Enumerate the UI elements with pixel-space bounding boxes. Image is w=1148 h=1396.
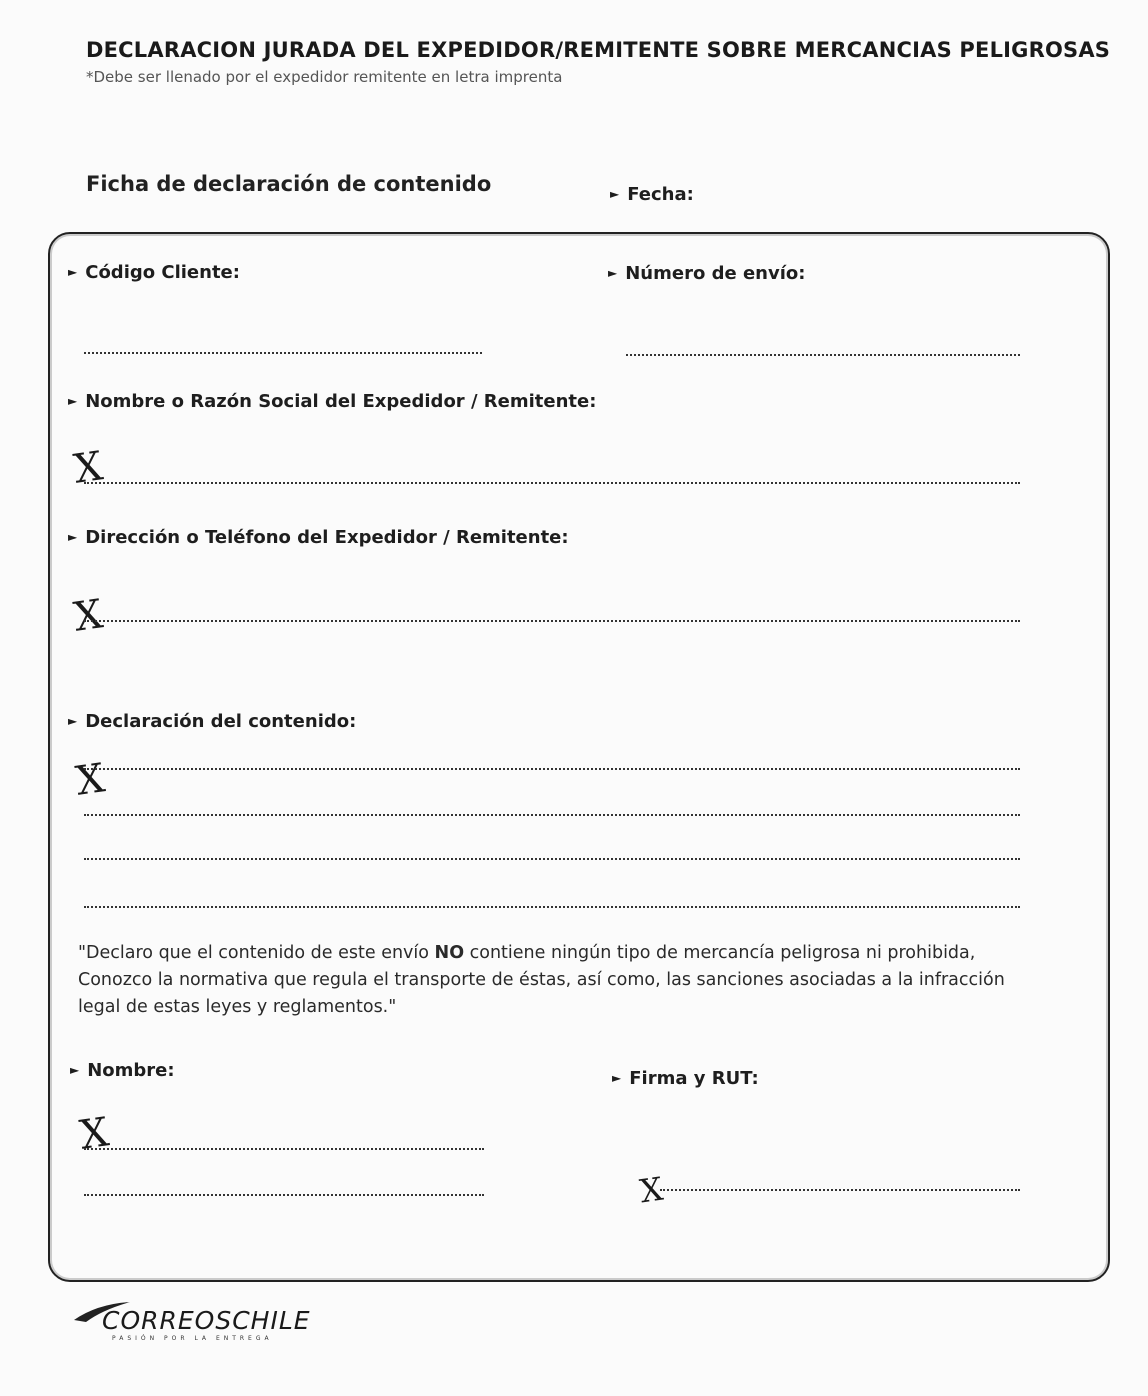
firma-label: ► Firma y RUT: xyxy=(612,1068,759,1089)
firma-field[interactable] xyxy=(660,1189,1020,1191)
arrow-icon: ► xyxy=(70,1063,80,1077)
nombre-field-2[interactable] xyxy=(84,1194,484,1196)
declaracion-line[interactable] xyxy=(84,858,1020,860)
form-frame xyxy=(48,232,1110,1282)
arrow-icon: ► xyxy=(68,265,78,279)
numero-envio-field[interactable] xyxy=(626,354,1020,356)
form-heading: Ficha de declaración de contenido xyxy=(86,172,492,196)
direccion-label: ► Dirección o Teléfono del Expedidor / Remitente: xyxy=(68,527,569,548)
arrow-icon: ► xyxy=(68,714,78,728)
codigo-cliente-label: ► Código Cliente: xyxy=(68,262,240,283)
x-mark: X xyxy=(72,755,108,805)
x-mark: X xyxy=(70,443,106,493)
declaration-statement: "Declaro que el contenido de este envío NO contiene ningún tipo de mercancía peligrosa ni prohibida, Conozco la normativa que regula el transporte de éstas, así como, las sanciones asociadas a la infracción legal de estas leyes y reglamentos." xyxy=(78,943,1005,1017)
document-title: DECLARACION JURADA DEL EXPEDIDOR/REMITENTE SOBRE MERCANCIAS PELIGROSAS xyxy=(86,38,1111,62)
declaracion-line[interactable] xyxy=(84,814,1020,816)
nombre-label: ► Nombre: xyxy=(70,1060,175,1081)
nombre-razon-field[interactable] xyxy=(84,482,1020,484)
arrow-icon: ► xyxy=(610,187,620,201)
arrow-icon: ► xyxy=(68,394,78,408)
declaracion-line[interactable] xyxy=(84,906,1020,908)
arrow-icon: ► xyxy=(68,530,78,544)
numero-envio-label: ► Número de envío: xyxy=(608,263,806,284)
nombre-razon-label: ► Nombre o Razón Social del Expedidor / Remitente: xyxy=(68,391,597,412)
nombre-field[interactable] xyxy=(84,1148,484,1150)
declaration-emphasis: NO xyxy=(434,943,465,963)
document-subtitle: *Debe ser llenado por el expedidor remitente en letra imprenta xyxy=(86,68,563,86)
x-mark: X xyxy=(76,1109,112,1159)
arrow-icon: ► xyxy=(608,266,618,280)
x-mark: X xyxy=(637,1169,666,1211)
arrow-icon: ► xyxy=(612,1071,622,1085)
direccion-field[interactable] xyxy=(84,620,1020,622)
codigo-cliente-field[interactable] xyxy=(84,352,482,354)
declaracion-line[interactable] xyxy=(84,768,1020,770)
logo-tagline: PASIÓN POR LA ENTREGA xyxy=(112,1335,273,1342)
x-mark: X xyxy=(70,591,106,641)
declaracion-label: ► Declaración del contenido: xyxy=(68,711,357,732)
logo-swoosh-icon xyxy=(72,1300,132,1324)
fecha-field[interactable] xyxy=(706,200,876,202)
fecha-label: ► Fecha: xyxy=(610,184,694,205)
logo-text: CORREOSCHILE xyxy=(102,1306,311,1335)
correoschile-logo xyxy=(72,1300,311,1342)
